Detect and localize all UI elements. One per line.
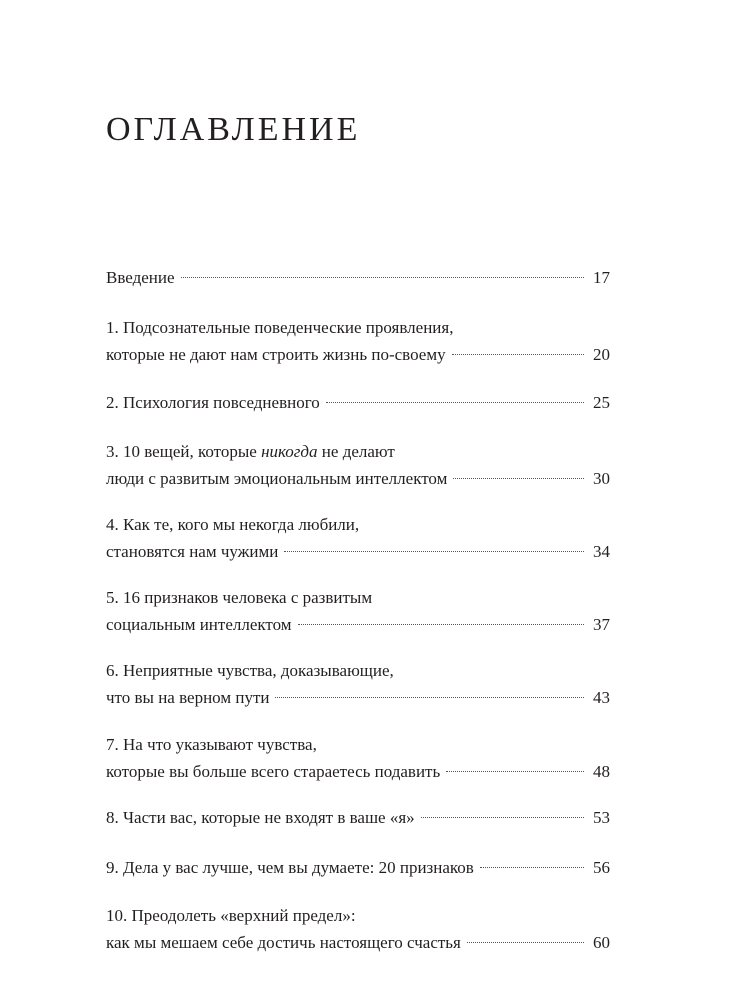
page-title: ОГЛАВЛЕНИЕ xyxy=(106,111,361,148)
toc-entry-line xyxy=(106,465,610,492)
toc-entry-title: 4. Как те, кого мы некогда любили, xyxy=(106,515,360,534)
toc-entry xyxy=(106,438,610,492)
toc-entry-line xyxy=(106,758,610,785)
toc-entry xyxy=(106,731,610,785)
toc-entry-title: Введение xyxy=(106,268,175,287)
toc-entry xyxy=(106,511,610,565)
toc-page-number: 48 xyxy=(593,762,610,781)
toc-entry-title: 5. 16 признаков человека с развитым xyxy=(106,588,373,607)
toc-entry-line xyxy=(106,684,610,711)
title-italic-word: никогда xyxy=(261,442,318,461)
toc-entry-line xyxy=(106,341,610,368)
dot-leader xyxy=(467,941,584,943)
toc-entry-title: 9. Дела у вас лучше, чем вы думаете: 20 признаков xyxy=(106,858,474,877)
dot-leader xyxy=(326,401,584,403)
dot-leader xyxy=(298,623,584,625)
toc-entry-title-cont: что вы на верном пути xyxy=(106,688,270,707)
toc-entry xyxy=(106,854,610,881)
toc-entry xyxy=(106,584,610,638)
toc-entry-title-cont: как мы мешаем себе достичь настоящего счастья xyxy=(106,933,461,952)
dot-leader xyxy=(480,866,584,868)
toc-entry-title-cont: люди с развитым эмоциональным интеллектом xyxy=(106,469,448,488)
toc-entry-title-cont: становятся нам чужими xyxy=(106,542,279,561)
toc-entry-line xyxy=(106,611,610,638)
title-part: 3. 10 вещей, которые xyxy=(106,442,262,461)
toc-page-number: 53 xyxy=(593,808,610,827)
toc-entry-title: 2. Психология повседневного xyxy=(106,393,320,412)
dot-leader xyxy=(181,276,584,278)
dot-leader xyxy=(452,353,584,355)
toc-entry-line xyxy=(106,854,610,881)
toc-entry-title: 10. Преодолеть «верхний предел»: xyxy=(106,906,356,925)
dot-leader xyxy=(421,816,584,818)
toc-page-number: 20 xyxy=(593,345,610,364)
toc-entry xyxy=(106,902,610,956)
toc-entry-title-cont: которые вы больше всего стараетесь подавить xyxy=(106,762,441,781)
toc-entry-title: 6. Неприятные чувства, доказывающие, xyxy=(106,661,394,680)
toc-entry-title-cont: которые не дают нам строить жизнь по-своему xyxy=(106,345,446,364)
toc-entry xyxy=(106,314,610,368)
toc-page-number: 25 xyxy=(593,393,610,412)
toc-page-number: 37 xyxy=(593,615,610,634)
toc-page-number: 34 xyxy=(593,542,610,561)
toc-entry-line xyxy=(106,264,610,291)
toc-entry-line xyxy=(106,389,610,416)
toc-page-number: 60 xyxy=(593,933,610,952)
toc-page-number: 30 xyxy=(593,469,610,488)
title-part: не делают xyxy=(317,442,395,461)
dot-leader xyxy=(446,770,584,772)
toc-page-number: 56 xyxy=(593,858,610,877)
toc-page-number: 17 xyxy=(593,268,610,287)
dot-leader xyxy=(284,550,584,552)
toc-entry xyxy=(106,804,610,831)
toc-entry-line xyxy=(106,804,610,831)
toc-entry xyxy=(106,657,610,711)
dot-leader xyxy=(453,477,584,479)
toc-entry xyxy=(106,264,610,291)
toc-entry xyxy=(106,389,610,416)
toc-entry-line xyxy=(106,929,610,956)
dot-leader xyxy=(275,696,584,698)
toc-entry-title: 8. Части вас, которые не входят в ваше «я» xyxy=(106,808,415,827)
toc-entry-title: 7. На что указывают чувства, xyxy=(106,735,317,754)
toc-entry-line xyxy=(106,538,610,565)
toc-entry-title xyxy=(106,438,610,465)
toc-entry-title: 1. Подсознательные поведенческие проявления, xyxy=(106,318,454,337)
toc-entry-title-cont: социальным интеллектом xyxy=(106,615,292,634)
toc-page-number: 43 xyxy=(593,688,610,707)
